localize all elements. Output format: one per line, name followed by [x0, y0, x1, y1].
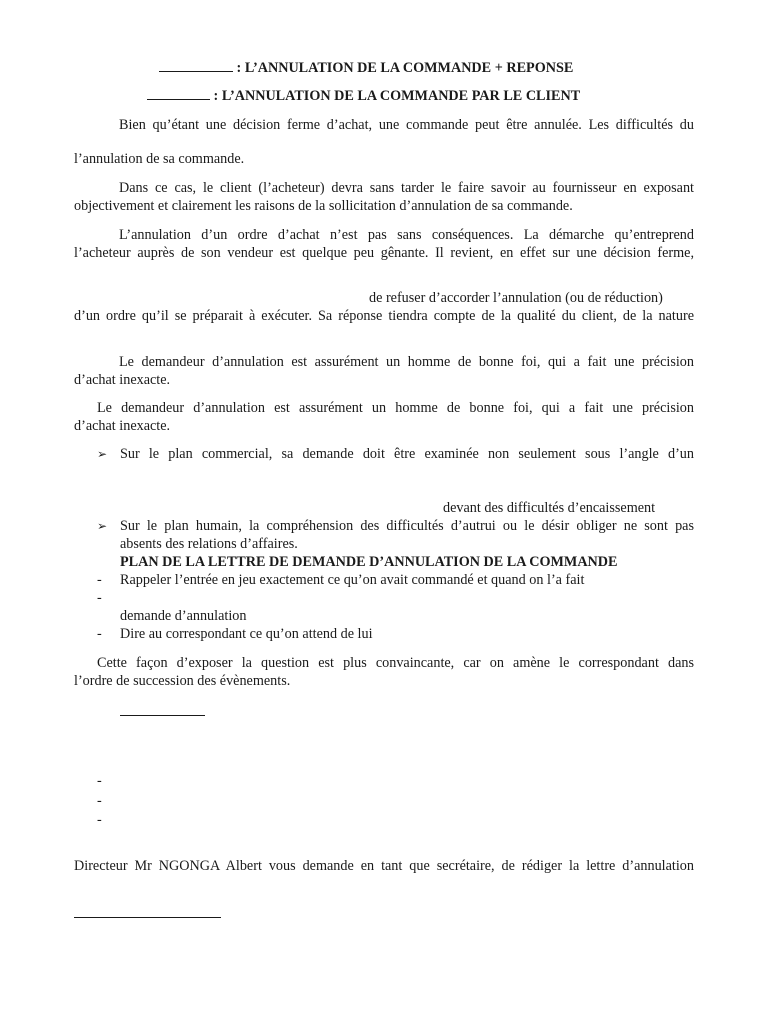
- blank-rule-1: [120, 715, 205, 716]
- empty-dash-1: -: [97, 773, 102, 789]
- p2-line-1: Dans ce cas, le client (l’acheteur) devra sans tarder le faire savoir au fournisseur en exposant: [119, 180, 694, 196]
- empty-dash-3: -: [97, 812, 102, 828]
- plan-heading: PLAN DE LA LETTRE DE DEMANDE D’ANNULATION DE LA COMMANDE: [120, 554, 618, 570]
- bullet-arrow-icon: ➢: [97, 447, 108, 461]
- p5-line-1: Le demandeur d’annulation est assurément un homme de bonne foi, qui a fait une précision: [119, 354, 694, 370]
- plan-item-3: Dire au correspondant ce qu’on attend de lui: [120, 626, 373, 642]
- blank-rule-2: [74, 917, 221, 918]
- p3-line-2: l’acheteur auprès de son vendeur est quelque peu gênante. Il revient, en effet sur une décision ferme,: [74, 245, 694, 261]
- p4-line-1: de refuser d’accorder l’annulation (ou de réduction): [369, 290, 663, 306]
- p1-line-2: l’annulation de sa commande.: [74, 151, 245, 167]
- p2-line-2: objectivement et clairement les raisons de la sollicitation d’annulation de sa commande.: [74, 198, 573, 214]
- plan-dash-1: -: [97, 572, 102, 588]
- plan-dash-3: -: [97, 626, 102, 642]
- p4-line-2: d’un ordre qu’il se préparait à exécuter. Sa réponse tiendra compte de la qualité du client, de la nature: [74, 308, 694, 324]
- bullet-2-line-2: absents des relations d’affaires.: [120, 536, 298, 552]
- heading-2-blank: [147, 98, 210, 100]
- plan-item-2: demande d’annulation: [120, 608, 247, 624]
- bullet-1-line-1: Sur le plan commercial, sa demande doit être examinée non seulement sous l’angle d’un: [120, 446, 694, 462]
- heading-2-text: : L’ANNULATION DE LA COMMANDE PAR LE CLIENT: [213, 88, 581, 104]
- heading-1-blank: [159, 70, 233, 72]
- bullet-1-line-2: devant des difficultés d’encaissement: [443, 500, 656, 516]
- p7-line-2: l’ordre de succession des évènements.: [74, 673, 291, 689]
- p1-line-1: Bien qu’étant une décision ferme d’achat, une commande peut être annulée. Les difficultés du: [119, 117, 694, 133]
- heading-1-text: : L’ANNULATION DE LA COMMANDE + REPONSE: [236, 60, 574, 76]
- p3-line-1: L’annulation d’un ordre d’achat n’est pas sans conséquences. La démarche qu’entreprend: [119, 227, 694, 243]
- bullet-arrow-icon: ➢: [97, 519, 108, 533]
- p8-line-1: Directeur Mr NGONGA Albert vous demande en tant que secrétaire, de rédiger la lettre d’annulation: [74, 858, 694, 874]
- p7-line-1: Cette façon d’exposer la question est plus convaincante, car on amène le correspondant dans: [97, 655, 694, 671]
- heading-1: [159, 60, 573, 77]
- p6-line-2: d’achat inexacte.: [74, 418, 171, 434]
- p5-line-2: d’achat inexacte.: [74, 372, 171, 388]
- p6-line-1: Le demandeur d’annulation est assurément un homme de bonne foi, qui a fait une précision: [97, 400, 694, 416]
- bullet-2-line-1: Sur le plan humain, la compréhension des difficultés d’autrui ou le désir obliger ne sont pas: [120, 518, 694, 534]
- empty-dash-2: -: [97, 793, 102, 809]
- plan-item-1: Rappeler l’entrée en jeu exactement ce qu’on avait commandé et quand on l’a fait: [120, 572, 585, 588]
- heading-2: [147, 88, 580, 105]
- plan-dash-2: -: [97, 590, 102, 606]
